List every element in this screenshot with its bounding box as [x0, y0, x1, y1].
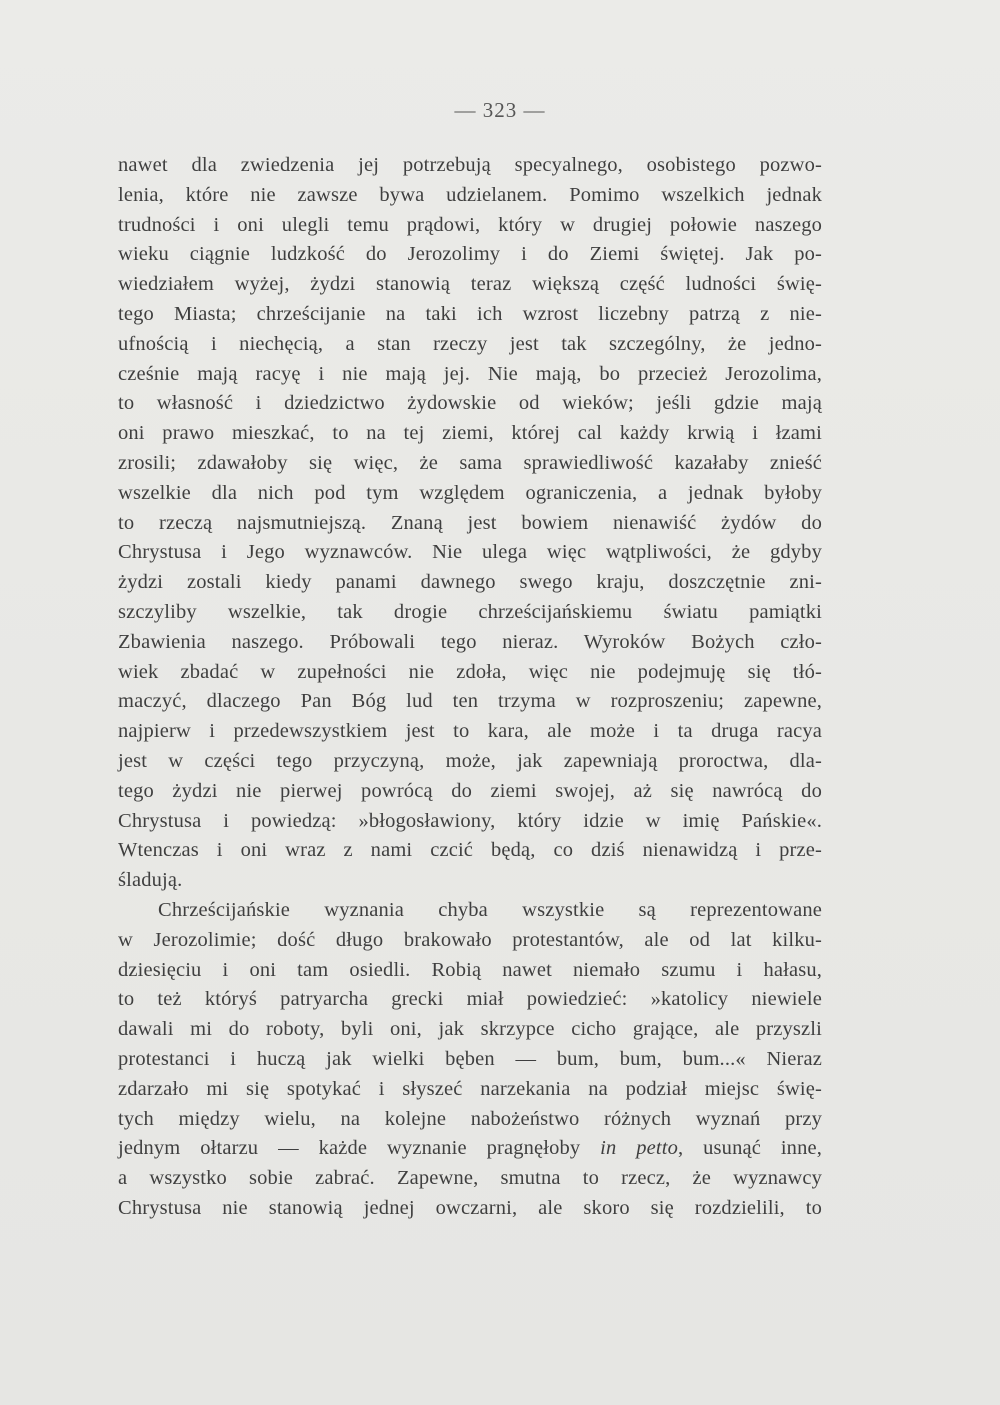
text-line: to własność i dziedzictwo żydowskie od wieków; jeśli gdzie mają	[118, 392, 822, 415]
text-line: to też któryś patryarcha grecki miał powiedzieć: »katolicy niewiele	[118, 988, 822, 1011]
text-line: tych między wielu, na kolejne nabożeństwo różnych wyznań przy	[118, 1107, 822, 1130]
text-segment: , usunąć inne,	[678, 1137, 822, 1160]
text-line: lenia, które nie zawsze bywa udzielanem. Pomimo wszelkich jednak	[118, 183, 822, 206]
text-line: najpierw i przedewszystkiem jest to kara, ale może i ta druga racya	[118, 720, 822, 743]
text-line: dziesięciu i oni tam osiedli. Robią nawet niemało szumu i hałasu,	[118, 958, 822, 981]
text-line: Chrystusa i Jego wyznawców. Nie ulega więc wątpliwości, że gdyby	[118, 541, 822, 564]
text-line: Chrystusa i powiedzą: »błogosławiony, który idzie w imię Pańskie«.	[118, 809, 822, 832]
text-line: maczyć, dlaczego Pan Bóg lud ten trzyma w rozproszeniu; zapewne,	[118, 690, 822, 713]
text-line: tego Miasta; chrześcijanie na taki ich wzrost liczebny patrzą z nie-	[118, 302, 822, 325]
text-line: a wszystko sobie zabrać. Zapewne, smutna to rzecz, że wyznawcy	[118, 1167, 822, 1190]
text-line: oni prawo mieszkać, to na tej ziemi, której cal każdy krwią i łzami	[118, 422, 822, 445]
text-line: żydzi zostali kiedy panami dawnego swego kraju, doszczętnie zni-	[118, 571, 822, 594]
text-line: zdarzało mi się spotykać i słyszeć narzekania na podział miejsc świę-	[118, 1077, 822, 1100]
text-line-with-italic	[118, 1134, 822, 1164]
text-line: Wtenczas i oni wraz z nami czcić będą, co dziś nienawidzą i prze-	[118, 839, 822, 862]
text-line: Chrystusa nie stanowią jednej owczarni, ale skoro się rozdzielili, to	[118, 1196, 822, 1219]
text-line: dawali mi do roboty, byli oni, jak skrzypce cicho grające, ale przyszli	[118, 1018, 822, 1041]
text-line: to rzeczą najsmutniejszą. Znaną jest bowiem nienawiść żydów do	[118, 511, 822, 534]
text-line: wiedziałem wyżej, żydzi stanowią teraz większą część ludności świę-	[118, 273, 822, 296]
body-text	[118, 151, 822, 1224]
text-line: wieku ciągnie ludzkość do Jerozolimy i do Ziemi świętej. Jak po-	[118, 243, 822, 266]
text-line: wiek zbadać w zupełności nie zdoła, więc nie podejmuję się tłó-	[118, 660, 822, 683]
text-line: szczyliby wszelkie, tak drogie chrześcijańskiemu światu pamiątki	[118, 600, 822, 623]
text-line: ufnością i niechęcią, a stan rzeczy jest tak szczególny, że jedno-	[118, 332, 822, 355]
text-line: zrosili; zdawałoby się więc, że sama sprawiedliwość kazałaby znieść	[118, 451, 822, 474]
text-line: nawet dla zwiedzenia jej potrzebują specyalnego, osobistego pozwo-	[118, 154, 822, 176]
italic-phrase: in petto	[600, 1137, 679, 1160]
text-line: tego żydzi nie pierwej powrócą do ziemi swojej, aż się nawrócą do	[118, 779, 822, 802]
text-line: Zbawienia naszego. Próbowali tego nieraz. Wyroków Bożych czło-	[118, 630, 822, 653]
text-line: wszelkie dla nich pod tym względem ograniczenia, a jednak byłoby	[118, 481, 822, 504]
text-segment: jednym ołtarzu — każde wyznanie pragnęłoby	[118, 1137, 601, 1160]
page-number: — 323 —	[454, 98, 546, 122]
text-line: w Jerozolimie; dość długo brakowało protestantów, ale od lat kilku-	[118, 928, 822, 951]
text-line: trudności i oni ulegli temu prądowi, który w drugiej połowie naszego	[118, 213, 822, 236]
text-line: cześnie mają racyę i nie mają jej. Nie mają, bo przecież Jerozolima,	[118, 362, 822, 385]
text-line: protestanci i huczą jak wielki bęben — bum, bum, bum...« Nieraz	[118, 1047, 822, 1070]
text-line: jest w części tego przyczyną, może, jak zapewniają proroctwa, dla-	[118, 749, 822, 772]
text-line: śladują.	[118, 869, 183, 892]
text-line: Chrześcijańskie wyznania chyba wszystkie są reprezentowane	[158, 898, 822, 921]
